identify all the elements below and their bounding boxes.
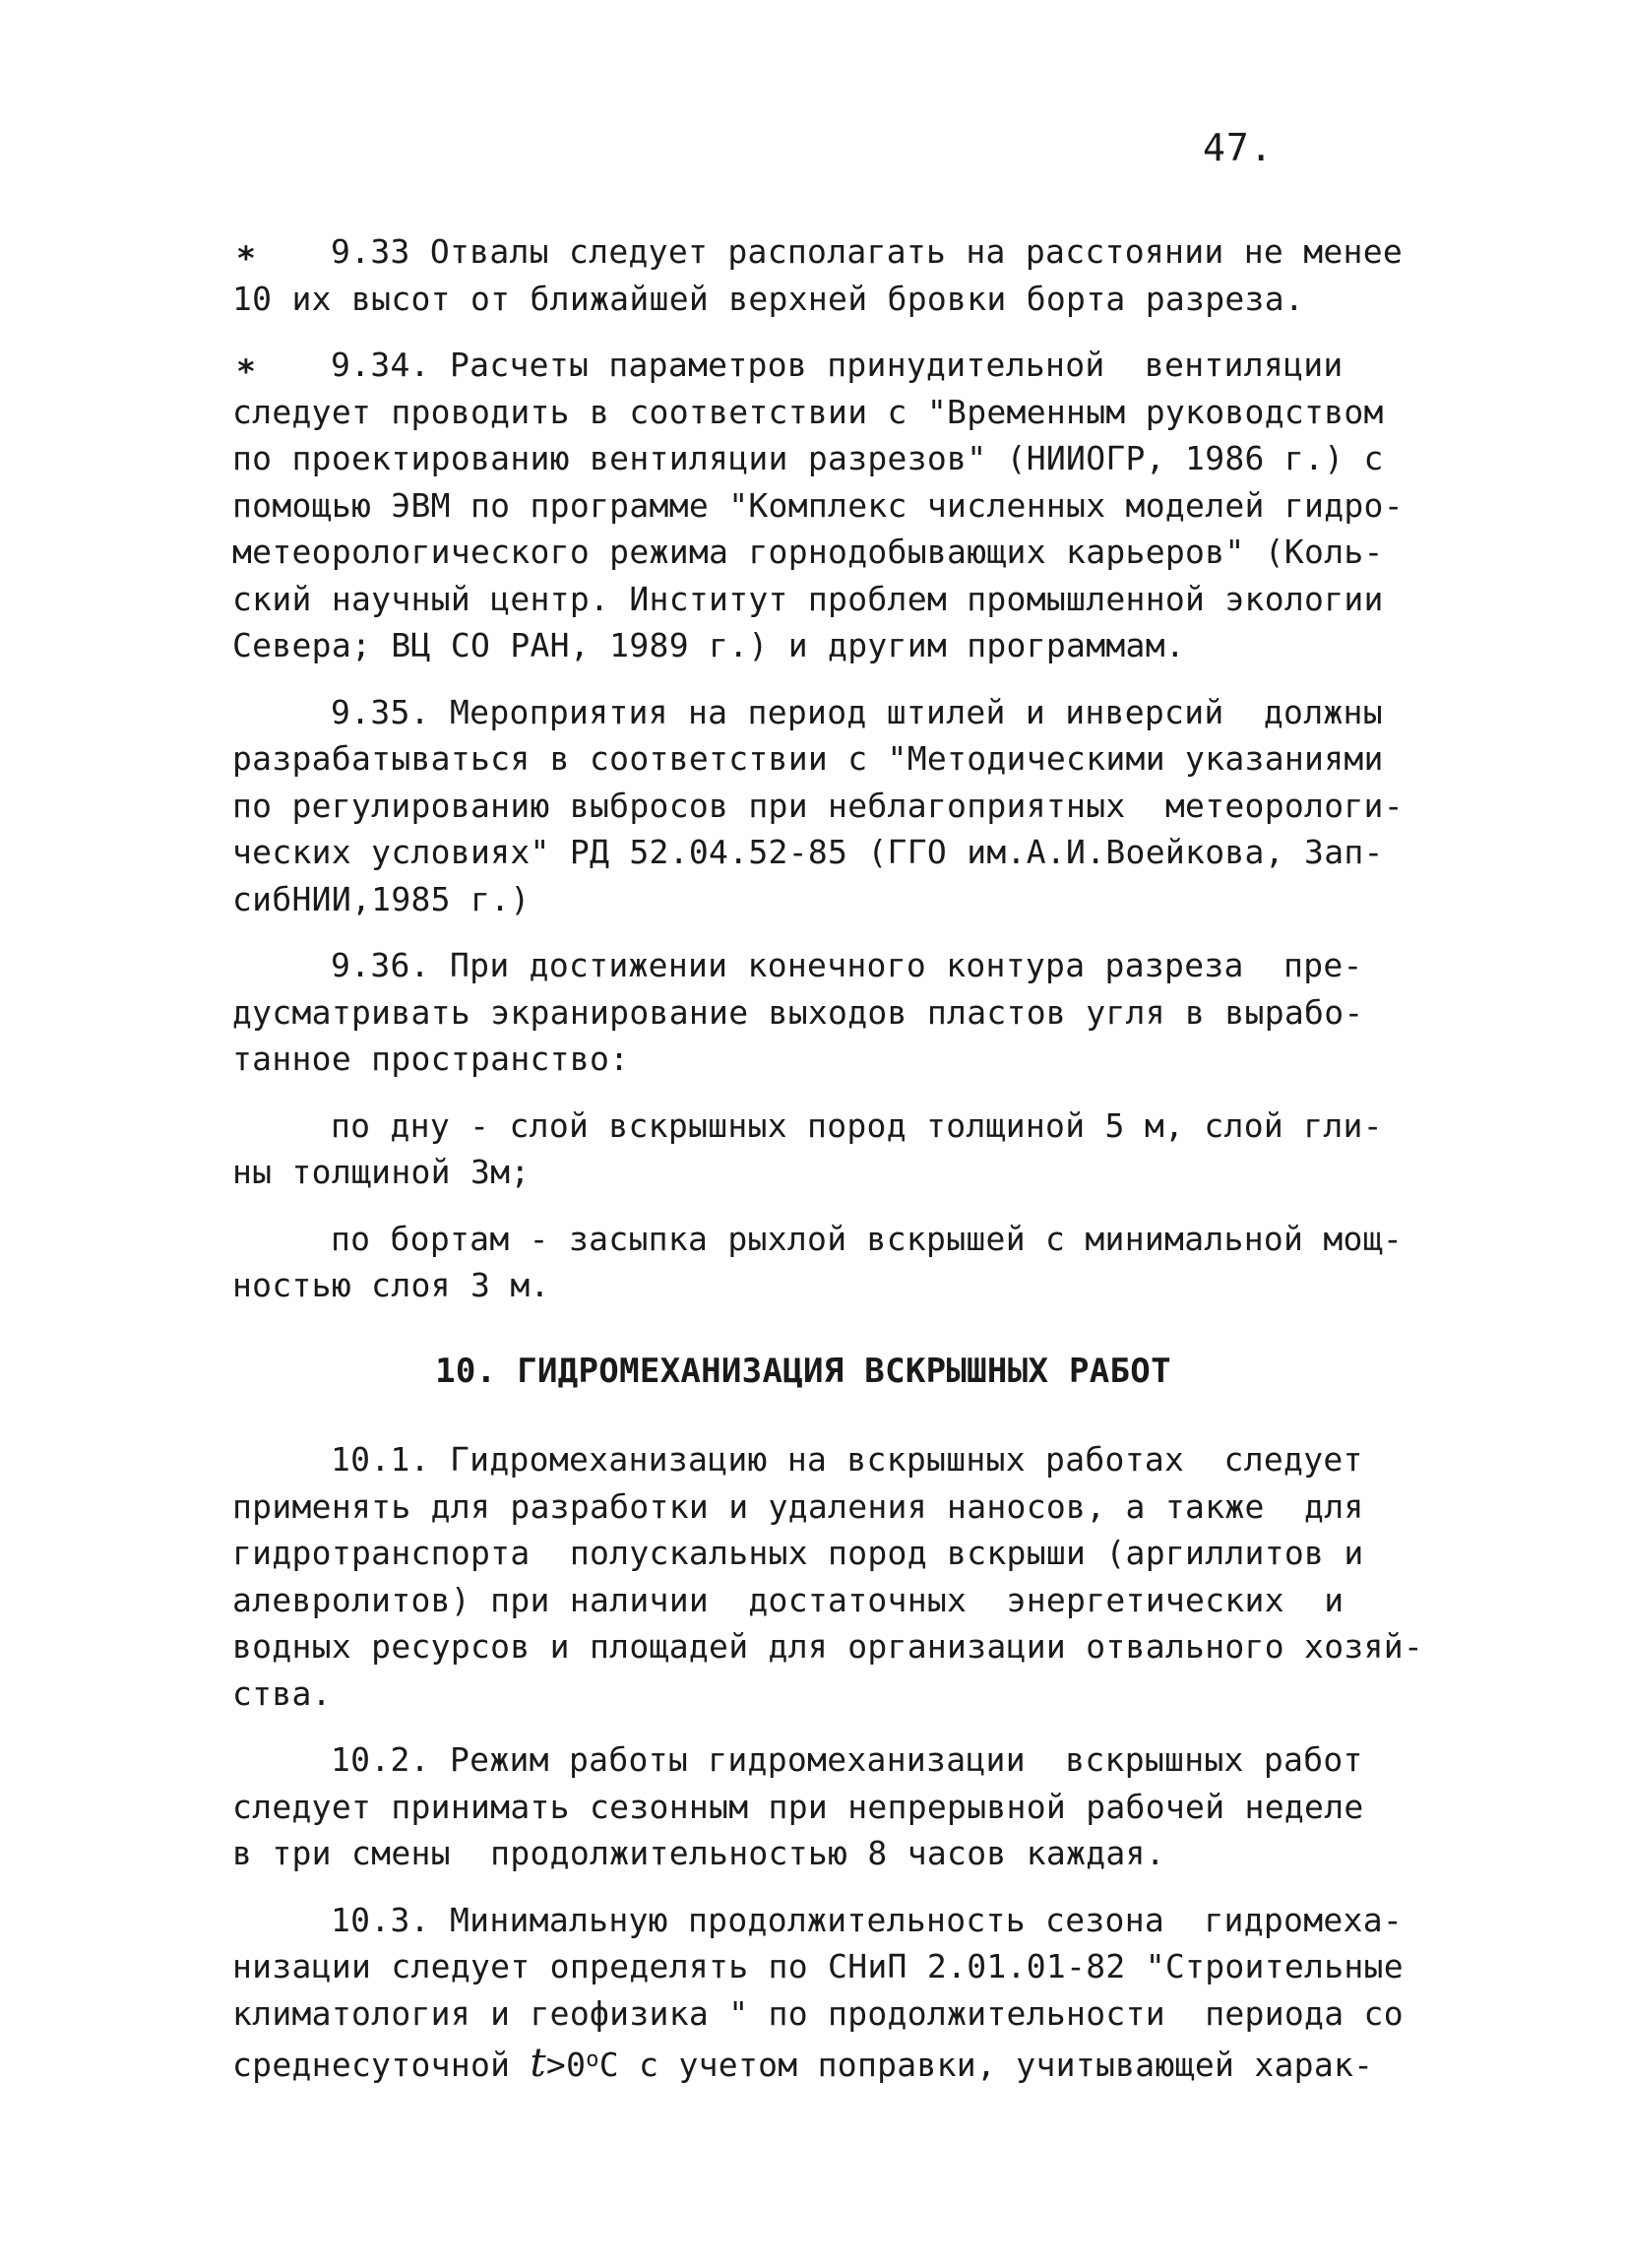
text-line: 10.2. Режим работы гидромеханизации вскрышных работ: [331, 1740, 1363, 1779]
text-line: ский научный центр. Институт проблем промышленной экологии: [232, 579, 1384, 618]
text-line: метеорологического режима горнодобывающих карьеров" (Коль-: [232, 533, 1384, 571]
text-line: по проектированию вентиляции разрезов" (НИИОГР, 1986 г.) с: [232, 439, 1384, 477]
paragraph-9-33: [232, 228, 1413, 322]
text-line: 9.36. При достижении конечного контура разреза пре-: [331, 946, 1363, 984]
text-line: разрабатываться в соответствии с "Методическими указаниями: [232, 739, 1384, 778]
paragraph-10-3: [232, 1897, 1413, 2089]
text-line: дусматривать экранирование выходов пластов угля в вырабо-: [232, 992, 1364, 1032]
text-line: 10 их высот от ближайшей верхней бровки борта разреза.: [232, 279, 1305, 318]
text-line: 9.35. Мероприятия на период штилей и инверсий должны: [331, 692, 1383, 731]
temperature-value: 0: [566, 2046, 587, 2084]
text-line: по регулированию выбросов при неблагоприятных метеорологи-: [232, 786, 1404, 825]
text-line: низации следует определять по СНиП 2.01.01-82 "Строительные: [232, 1947, 1404, 1985]
text-line: климатология и геофизика " по продолжительности периода со: [232, 1993, 1404, 2033]
text-line: ческих условиях" РД 52.04.52-85 (ГГО им.А.И.Воейкова, Зап-: [232, 833, 1384, 871]
paragraph-9-34: [232, 342, 1413, 669]
text-line-with-formula: [232, 2037, 1413, 2089]
text-line: 10.3. Минимальную продолжительность сезона гидромеха-: [331, 1900, 1404, 1939]
temperature-symbol: t: [530, 2041, 546, 2086]
text-line: Севера; ВЦ СО РАН, 1989 г.) и другим программам.: [232, 626, 1186, 664]
text-line: ностью слоя 3 м.: [232, 1266, 550, 1304]
text-line: следует проводить в соответствии с "Временным руководством: [232, 392, 1384, 431]
paragraph-9-35: [232, 689, 1413, 923]
text-line: 9.34. Расчеты параметров принудительной вентиляции: [331, 346, 1344, 384]
greater-than-symbol: >: [545, 2046, 567, 2084]
celsius-unit: С: [598, 2046, 619, 2084]
paragraph-bottom-layer: [232, 1102, 1413, 1196]
degree-symbol: o: [586, 2048, 599, 2072]
text-line: водных ресурсов и площадей для организации отвального хозяй-: [232, 1627, 1424, 1666]
section-heading: 10. ГИДРОМЕХАНИЗАЦИЯ ВСКРЫШНЫХ РАБОТ: [435, 1351, 1171, 1391]
text-line: помощью ЭВМ по программе "Комплекс численных моделей гидро-: [232, 485, 1404, 525]
text-line: алевролитов) при наличии достаточных энергетических и: [232, 1580, 1345, 1619]
text-line: ны толщиной 3м;: [232, 1153, 531, 1191]
page-number: 47.: [1203, 126, 1274, 169]
text-fragment: среднесуточной: [232, 2046, 531, 2084]
paragraph-10-1: [232, 1436, 1424, 1717]
text-line: 10.1. Гидромеханизацию на вскрышных работах следует: [331, 1440, 1363, 1479]
text-line: сибНИИ,1985 г.): [232, 879, 531, 918]
text-line: гидротранспорта полускальных пород вскрыши (аргиллитов и: [232, 1534, 1364, 1572]
paragraph-10-2: [232, 1736, 1413, 1877]
text-line: в три смены продолжительностью 8 часов каждая.: [232, 1834, 1165, 1872]
paragraph-9-36: [232, 942, 1413, 1083]
text-line: 9.33 Отвалы следует располагать на расстоянии не менее: [331, 232, 1404, 271]
asterisk-marker: ∗: [236, 232, 257, 271]
paragraph-sides-layer: [232, 1216, 1413, 1309]
text-fragment: с учетом поправки, учитывающей харак-: [618, 2046, 1374, 2084]
asterisk-marker: ∗: [236, 346, 257, 384]
document-body: [232, 228, 1424, 2109]
text-line: применять для разработки и удаления наносов, а также для: [232, 1486, 1364, 1526]
text-line: по бортам - засыпка рыхлой вскрышей с минимальной мощ-: [331, 1219, 1404, 1258]
text-line: ства.: [232, 1673, 332, 1713]
text-line: по дну - слой вскрышных пород толщиной 5 м, слой гли-: [331, 1105, 1383, 1145]
text-line: танное пространство:: [232, 1040, 630, 1078]
text-line: следует принимать сезонным при непрерывной рабочей неделе: [232, 1787, 1364, 1826]
